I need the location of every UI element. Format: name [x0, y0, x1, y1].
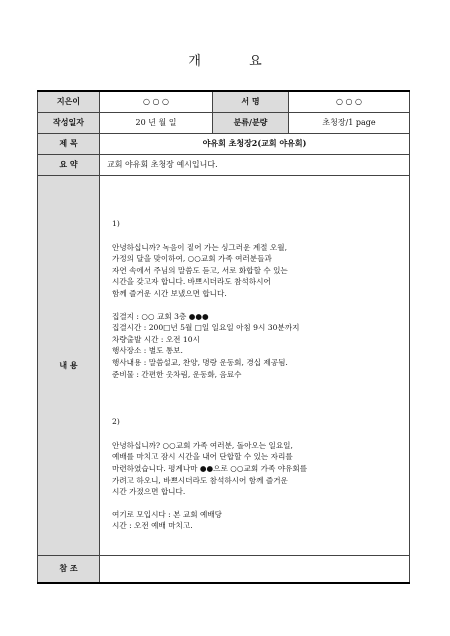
section2-body: 안녕하십니까? ○○교회 가족 여러분, 돌아오는 일요일, 예배를 마치고 잠시 시간을 내어 단합할 수 있는 자리를 마련하였습니다. 평계나마 ●●으로 ○○교회 가족 야유회를 가려고 하오니, 바쁘시더라도 참석하시어 함께 즐거운 시간 가졌으면 합니다. [112, 440, 308, 497]
signature-label: 서 명 [213, 91, 289, 112]
summary-value: 교회 야유회 초청장 예시입니다. [100, 154, 410, 175]
date-value: 20 년 월 일 [100, 112, 213, 133]
reference-row [38, 555, 410, 583]
date-row [38, 112, 410, 133]
page-title: 개 요 [188, 54, 284, 69]
content-row [38, 175, 410, 555]
category-label: 분류/분량 [213, 112, 289, 133]
section1-number: 1) [112, 219, 120, 229]
signature-value: ○ ○ ○ [289, 91, 410, 112]
document-table [37, 90, 410, 584]
section2-details: 여기로 모입시다 : 본 교회 예배당 시간 : 오전 예배 마치고. [112, 509, 222, 531]
section2-number: 2) [112, 417, 120, 427]
content-cell [100, 175, 410, 555]
reference-value [100, 555, 410, 583]
author-row [38, 91, 410, 112]
subject-value: 야유회 초청장2(교회 야유회) [100, 133, 410, 154]
section1-body: 안녕하십니까? 녹음이 짙어 가는 싱그러운 계절 오월, 가정의 달을 맞이하여, ○○교회 가족 여러분들과 자연 속에서 주님의 말씀도 듣고, 서로 화합할 수 있는 시간을 갖고자 합니다. 바쁘시더라도 참석하시어 함께 즐거운 시간 보냈으면 합니다. [112, 242, 288, 299]
summary-label: 요 약 [38, 154, 100, 175]
subject-row [38, 133, 410, 154]
subject-label: 제 목 [38, 133, 100, 154]
summary-row [38, 154, 410, 175]
date-label: 작성일자 [38, 112, 100, 133]
author-value: ○ ○ ○ [100, 91, 213, 112]
reference-label: 참 조 [38, 555, 100, 583]
category-value: 초청장/1 page [289, 112, 410, 133]
content-label: 내 용 [38, 175, 100, 555]
section1-details: 집결지 : ○○ 교회 3층 ●●● 집결시간 : 200□년 5월 □일 일요일 아침 9시 30분까지 차량출발 시간 : 오전 10시 행사장소 : 별도 통보. 행사내용 : 말씀설교, 찬양, 명랑 운동회, 경십 제공됨. 준비물 : 간편한 옷차림, 운동화, 음료수 [112, 311, 300, 379]
author-label: 지은이 [38, 91, 100, 112]
